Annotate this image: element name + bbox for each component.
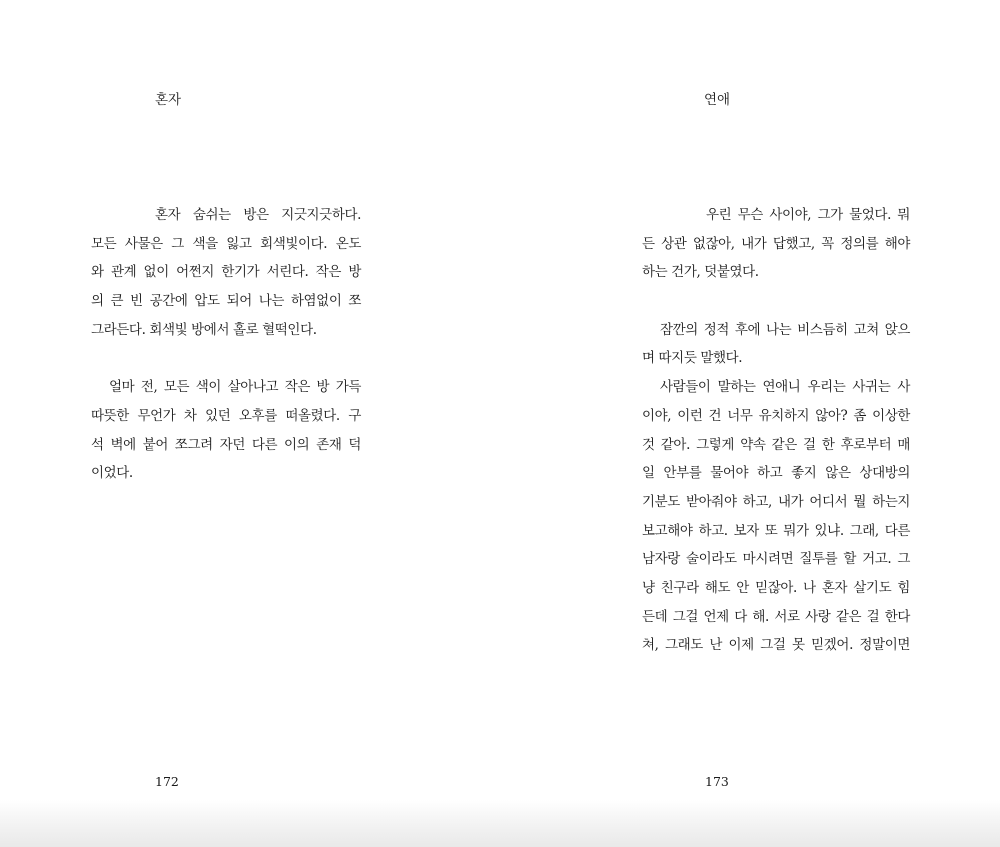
left-page-body <box>91 201 361 488</box>
running-head-right: 연애 <box>704 92 731 108</box>
text-line: 따뜻한 무언가 차 있던 오후를 떠올렸다. 구 <box>91 407 361 424</box>
text-line: 며 따지듯 말했다. <box>642 350 743 367</box>
text-line: 우린 무슨 사이야, 그가 물었다. 뭐 <box>706 207 910 223</box>
running-head-left: 혼자 <box>155 92 182 108</box>
text-line: 하는 건가, 덧붙였다. <box>642 264 759 281</box>
right-page-body <box>642 201 910 660</box>
text-line: 든 상관 없잖아, 내가 답했고, 꼭 정의를 해야 <box>642 235 910 252</box>
text-line: 이었다. <box>91 465 133 482</box>
page-number-left: 172 <box>155 774 179 789</box>
text-line: 것 같아. 그렇게 약속 같은 걸 한 후로부터 매 <box>642 436 910 453</box>
text-line: 의 큰 빈 공간에 압도 되어 나는 하염없이 쪼 <box>91 293 361 310</box>
text-line: 와 관계 없이 어쩐지 한기가 서린다. 작은 방 <box>91 264 361 281</box>
text-line: 일 안부를 물어야 하고 좋지 않은 상대방의 <box>642 465 910 482</box>
page-edge-shadow <box>0 800 1000 847</box>
text-line: 이야, 이런 건 너무 유치하지 않아? 좀 이상한 <box>642 407 910 424</box>
text-line: 그라든다. 회색빛 방에서 홀로 혈떡인다. <box>91 321 317 338</box>
text-line: 냥 친구라 해도 안 믿잖아. 나 혼자 살기도 힘 <box>642 579 910 596</box>
blank-line <box>642 287 910 316</box>
text-line: 모든 사물은 그 색을 잃고 회색빛이다. 온도 <box>91 235 361 252</box>
text-line: 석 벽에 붙어 쪼그려 자던 다른 이의 존재 덕 <box>91 436 361 453</box>
right-page <box>642 0 910 800</box>
text-line: 얼마 전, 모든 색이 살아나고 작은 방 가득 <box>109 379 361 396</box>
text-line: 혼자 숨쉬는 방은 지긋지긋하다. <box>155 207 361 223</box>
text-line: 사람들이 말하는 연애니 우리는 사귀는 사 <box>660 379 910 396</box>
text-line: 잠깐의 정적 후에 나는 비스듬히 고쳐 앉으 <box>660 321 910 338</box>
text-line: 든데 그걸 언제 다 해. 서로 사랑 같은 걸 한다 <box>642 608 910 625</box>
text-line: 남자랑 술이라도 마시려면 질투를 할 거고. 그 <box>642 551 910 568</box>
page-number-right: 173 <box>705 774 729 789</box>
left-page <box>91 0 361 800</box>
text-line: 보고해야 하고. 보자 또 뭐가 있냐. 그래, 다른 <box>642 522 910 539</box>
blank-line <box>91 344 361 373</box>
text-line: 기분도 받아줘야 하고, 내가 어디서 뭘 하는지 <box>642 493 910 510</box>
text-line: 쳐, 그래도 난 이제 그걸 못 믿겠어. 정말이면 <box>642 637 910 654</box>
